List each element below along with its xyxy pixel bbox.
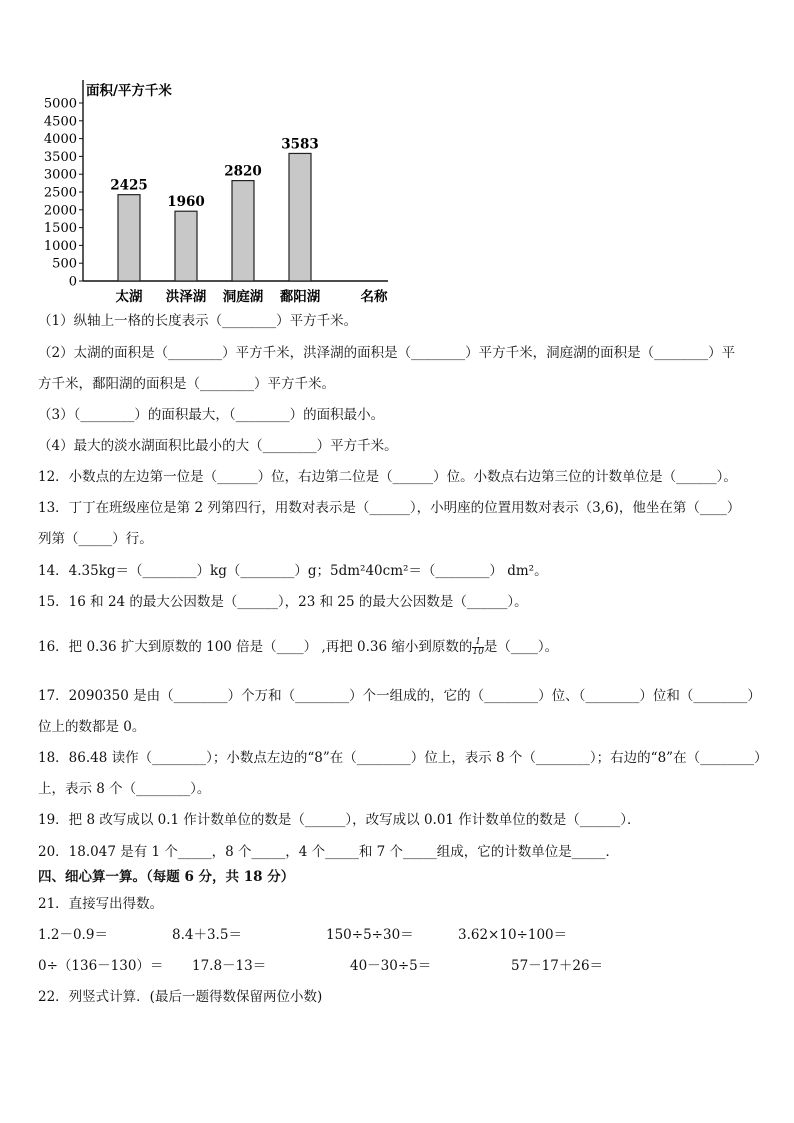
- y-axis-title: 面积/平方千米: [86, 83, 172, 99]
- question-22: 22．列竖式计算．(最后一题得数保留两位小数): [38, 989, 323, 1005]
- question-13-line1: 13．丁丁在班级座位是第 2 列第四行，用数对表示是（______），小明座的位置用数对表示（3,6)，他坐在第（____）: [38, 500, 741, 516]
- x-tick-label: 太湖: [115, 289, 143, 305]
- question-11-2-line2: 方千米，鄱阳湖的面积是（________）平方千米。: [38, 376, 335, 392]
- y-tick-label: 4000: [43, 132, 77, 148]
- bar-value-label: 2820: [224, 163, 262, 180]
- y-tick-label: 2000: [43, 203, 77, 219]
- y-tick-label: 3500: [43, 149, 77, 165]
- bar: [175, 211, 197, 281]
- bar-value-label: 2425: [110, 177, 148, 194]
- calc-item: 3.62×10÷100＝: [458, 927, 568, 943]
- question-16: [38, 638, 558, 657]
- x-tick-label: 鄱阳湖: [279, 289, 321, 305]
- bar: [232, 181, 254, 281]
- question-16-text: 16．把 0.36 扩大到原数的 100 倍是（____） ,再把 0.36 缩小到原数的: [38, 639, 473, 655]
- fraction-one-tenth: [472, 638, 483, 657]
- question-18-line1: 18．86.48 读作（________）；小数点左边的“8”在（________）位上，表示 8 个（________）；右边的“8”在（________）: [38, 750, 768, 766]
- fraction-numerator: 1: [472, 638, 483, 648]
- calc-item: 1.2－0.9＝: [38, 927, 108, 943]
- question-18-line2: 上，表示 8 个（________）。: [38, 781, 211, 797]
- y-tick-label: 0: [68, 274, 77, 290]
- bar-chart: [28, 76, 408, 308]
- question-11-4: （4）最大的淡水湖面积比最小的大（________）平方千米。: [38, 438, 398, 454]
- question-21: 21．直接写出得数。: [38, 896, 164, 912]
- question-11-3: （3）（________）的面积最大，（________）的面积最小。: [38, 407, 385, 423]
- x-tick-label: 洪泽湖: [165, 289, 207, 305]
- bar: [289, 153, 311, 281]
- bar-value-label: 1960: [167, 194, 205, 211]
- x-axis-title: 名称: [360, 289, 388, 305]
- question-20: 20．18.047 是有 1 个_____，8 个_____，4 个_____和 7 个_____组成，它的计数单位是_____．: [38, 844, 620, 860]
- question-15: 15．16 和 24 的最大公因数是（______），23 和 25 的最大公因数是（______）。: [38, 594, 528, 610]
- y-tick-label: 2500: [43, 185, 77, 201]
- question-14: 14．4.35kg＝（________）kg（________）g；5dm²40cm²＝（________） dm²。: [38, 563, 548, 579]
- bar-value-label: 3583: [281, 136, 319, 153]
- question-19: 19．把 8 改写成以 0.1 作计数单位的数是（______），改写成以 0.01 作计数单位的数是（______）．: [38, 812, 641, 828]
- y-tick-label: 1000: [43, 238, 77, 254]
- y-tick-label: 1500: [43, 221, 77, 237]
- y-tick-label: 5000: [43, 96, 77, 112]
- y-tick-label: 3000: [43, 167, 77, 183]
- y-tick-label: 500: [52, 256, 77, 272]
- question-11-1: （1）纵轴上一格的长度表示（________）平方千米。: [38, 313, 358, 329]
- calc-item: 57－17＋26＝: [511, 958, 604, 974]
- question-13-line2: 列第（_____）行。: [38, 531, 153, 547]
- question-12: 12．小数点的左边第一位是（______）位，右边第二位是（______）位。小数点右边第三位的计数单位是（______）。: [38, 469, 737, 485]
- calc-item: 0÷（136－130）＝: [38, 958, 164, 974]
- y-tick-label: 4500: [43, 114, 77, 130]
- question-11-2-line1: （2）太湖的面积是（________）平方千米，洪泽湖的面积是（________）平方千米，洞庭湖的面积是（________）平: [38, 345, 736, 361]
- bar: [118, 195, 140, 281]
- question-16-tail: 是（____）。: [483, 639, 559, 655]
- calc-item: 150÷5÷30＝: [326, 927, 414, 943]
- x-tick-label: 洞庭湖: [222, 289, 264, 305]
- calc-item: 8.4＋3.5＝: [172, 927, 242, 943]
- section-4-heading: 四、细心算一算。（每题 6 分，共 18 分）: [38, 869, 295, 885]
- fraction-denominator: 10: [472, 647, 484, 657]
- calc-item: 17.8－13＝: [192, 958, 267, 974]
- question-17-line1: 17．2090350 是由（________）个万和（________）个一组成的，它的（________）位、（________）位和（________）: [38, 688, 761, 704]
- question-17-line2: 位上的数都是 0。: [38, 719, 146, 735]
- calc-item: 40－30÷5＝: [350, 958, 432, 974]
